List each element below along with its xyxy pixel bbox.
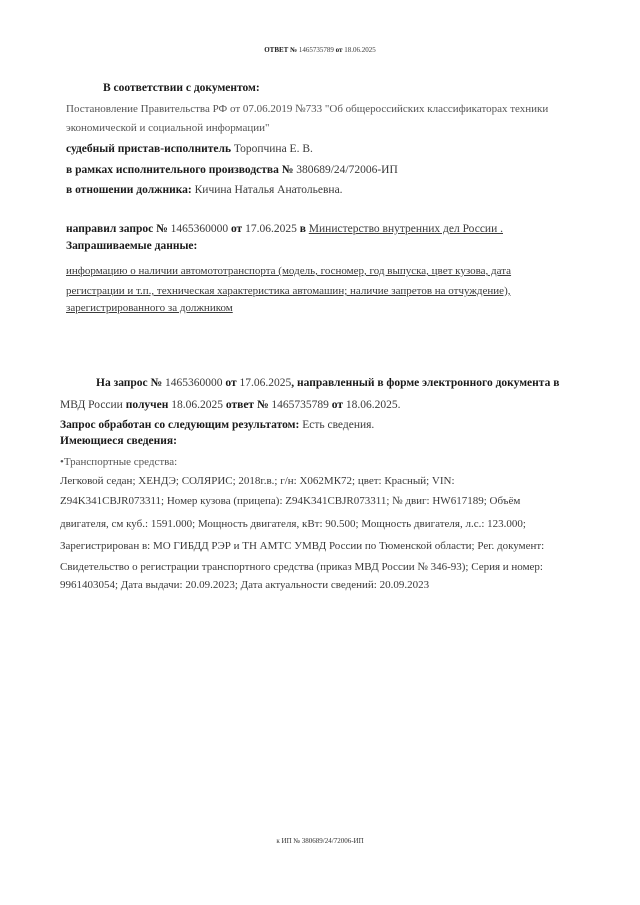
vehicle-detail-line: Свидетельство о регистрации транспортного средства (приказ МВД России № 346-93); Серия и номер: [60,561,543,573]
response-request-number: 1465360000 [164,377,223,389]
requested-data-label: Запрашиваемые данные: [66,240,198,252]
request-sent-line [66,222,503,236]
vehicle-detail-line: Z94K341CBJR073311; Номер кузова (прицепа): Z94K341CBJR073311; № двиг: HW617189; Объём [60,495,521,507]
response-request-date: 17.06.2025 [239,377,292,389]
response-request-from: от [225,377,237,389]
debtor-line [66,183,343,197]
vehicle-detail-line: Легковой седан; ХЕНДЭ; СОЛЯРИС; 2018г.в.; г/н: Х062МК72; цвет: Красный; VIN: [60,475,455,487]
response-received-date: 18.06.2025 [171,399,223,411]
vehicle-detail-line: 9961403054; Дата выдачи: 20.09.2023; Дата актуальности сведений: 20.09.2023 [60,579,430,591]
requested-data-line3: зарегистрированного за должником [66,302,233,314]
response-line2 [60,398,401,412]
result-line [60,418,374,432]
proceeding-line [66,163,398,177]
response-answer-from: от [331,399,344,411]
response-answer-date: 18.06.2025. [345,399,401,411]
response-org: МВД России [60,399,123,411]
vehicle-detail-line: двигателя, см куб.: 1591.000; Мощность двигателя, кВт: 90.500; Мощность двигателя, л.с.: 123.000; [60,518,526,530]
answer-date: 18.06.2025 [344,46,376,54]
response-received-label: получен [125,399,169,411]
response-request-label: На запрос № [96,377,163,389]
document-title [0,43,640,57]
request-number: 1465360000 [170,223,229,235]
answer-number: 1465735789 [298,46,334,54]
response-answer-number: 1465735789 [271,399,329,411]
basis-document-line2: экономической и социальной информации" [66,122,270,134]
response-request-form: , направленный в форме электронного документа в [291,377,560,389]
response-answer-label: ответ № [225,399,269,411]
request-in-label: в [299,223,306,235]
answer-from-label: от [335,46,343,54]
footer-proceeding: к ИП № 380689/24/72006-ИП [276,837,364,845]
requested-data-line2: регистрации и т.п., техническая характеристика автомашин; наличие запретов на отчуждение), [66,285,511,297]
response-line1 [96,376,559,390]
info-label: Имеющиеся сведения: [60,435,177,447]
proceeding-label: в рамках исполнительного производства № [66,164,294,176]
result-label: Запрос обработан со следующим результатом: [60,419,300,431]
debtor-name: Кичина Наталья Анатольевна. [194,184,343,196]
answer-label: ОТВЕТ № [264,46,298,54]
request-date: 17.06.2025 [245,223,297,235]
proceeding-number: 380689/24/72006-ИП [296,164,398,176]
debtor-label: в отношении должника: [66,184,192,196]
request-sent-label: направил запрос № [66,223,168,235]
basis-document-line1: Постановление Правительства РФ от 07.06.2019 №733 "Об общероссийских классификаторах техники [66,103,549,115]
result-value: Есть сведения. [302,419,375,431]
requested-data-line1: информацию о наличии автомототранспорта (модель, госномер, год выпуска, цвет кузова, дата [66,265,512,277]
vehicle-detail-line: Зарегистрирован в: МО ГИБДД РЭР и ТН АМТС УМВД России по Тюменской области; Рег. документ: [60,540,545,552]
bailiff-name: Торопчина Е. В. [233,143,313,155]
bailiff-label: судебный пристав-исполнитель [66,143,232,155]
bailiff-line [66,142,313,156]
request-from-label: от [230,223,243,235]
basis-label: В соответствии с документом: [103,82,260,94]
info-category: •Транспортные средства: [60,456,178,468]
request-recipient: Министерство внутренних дел России . [308,223,503,235]
